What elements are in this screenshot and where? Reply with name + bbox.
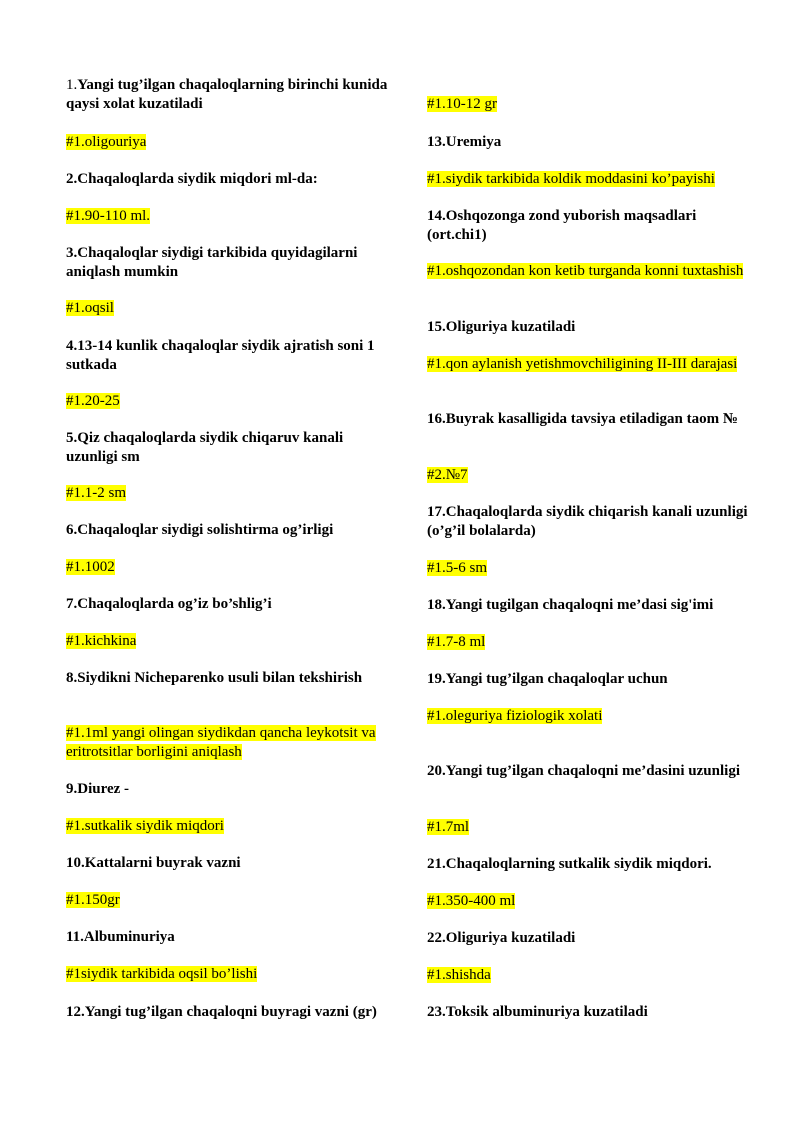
answer-item: [66, 724, 396, 761]
question-item: [427, 410, 752, 429]
question-item: [66, 928, 396, 947]
question-item: [66, 1003, 396, 1022]
question-text: Yangi tug’ilgan chaqaloqlarning birinchi kunida qaysi xolat kuzatiladi: [66, 77, 388, 112]
question-text: 17.Chaqaloqlarda siydik chiqarish kanali uzunligi (o’g’il bolalarda): [427, 504, 748, 539]
question-item: [427, 762, 752, 781]
answer-item: [66, 965, 396, 984]
answer-text: #1.shishda: [427, 967, 491, 983]
answer-item: [427, 355, 752, 374]
question-text: 16.Buyrak kasalligida tavsiya etiladigan taom №: [427, 411, 738, 427]
question-item: [66, 669, 396, 688]
answer-item: [427, 818, 752, 837]
question-text: 8.Siydikni Nicheparenko usuli bilan tekshirish: [66, 670, 363, 686]
question-text: 12.Yangi tug’ilgan chaqaloqni buyragi vazni (gr): [66, 1004, 377, 1020]
question-item: [66, 595, 396, 614]
answer-text: #1.350-400 ml: [427, 893, 516, 909]
answer-text: #1.oshqozondan kon ketib turganda konni tuxtashish: [427, 263, 744, 279]
answer-item: [66, 299, 396, 318]
answer-item: [66, 392, 396, 411]
answer-text: #1.90-110 ml.: [66, 208, 151, 224]
answer-text: #1.kichkina: [66, 633, 137, 649]
question-text: 18.Yangi tugilgan chaqaloqni me’dasi sig'imi: [427, 597, 714, 613]
answer-item: [427, 707, 752, 726]
answer-text: #1.5-6 sm: [427, 560, 487, 576]
question-item: [427, 1003, 752, 1022]
question-item: [427, 207, 752, 244]
question-text: 14.Oshqozonga zond yuborish maqsadlari (ort.chi1): [427, 208, 697, 243]
answer-text: #1.siydik tarkibida koldik moddasini ko’payishi: [427, 171, 715, 187]
answer-text: #1.7-8 ml: [427, 634, 486, 650]
answer-text: #1.1-2 sm: [66, 485, 126, 501]
question-item: [66, 76, 396, 113]
question-item: [427, 503, 752, 540]
answer-text: #1.150gr: [66, 892, 120, 908]
question-item: [66, 780, 396, 799]
answer-item: [427, 633, 752, 652]
question-item: [66, 337, 396, 374]
answer-item: [427, 559, 752, 578]
answer-text: #1.1ml yangi olingan siydikdan qancha leykotsit va eritrotsitlar borligini aniqlash: [66, 725, 376, 760]
answer-item: [66, 207, 396, 226]
question-text: 15.Oliguriya kuzatiladi: [427, 319, 576, 335]
answer-item: [427, 95, 752, 114]
question-item: [66, 244, 396, 281]
question-text: 4.13-14 kunlik chaqaloqlar siydik ajratish soni 1 sutkada: [66, 338, 375, 373]
question-text: 19.Yangi tug’ilgan chaqaloqlar uchun: [427, 671, 668, 687]
answer-item: [427, 892, 752, 911]
question-text: 5.Qiz chaqaloqlarda siydik chiqaruv kanali uzunligi sm: [66, 430, 344, 465]
answer-item: [427, 466, 752, 485]
question-text: 22.Oliguriya kuzatiladi: [427, 930, 576, 946]
question-text: 2.Chaqaloqlarda siydik miqdori ml-da:: [66, 171, 318, 187]
answer-item: [427, 262, 752, 281]
answer-text: #1.sutkalik siydik miqdori: [66, 818, 224, 834]
answer-item: [427, 966, 752, 985]
answer-item: [66, 817, 396, 836]
question-text: 23.Toksik albuminuriya kuzatiladi: [427, 1004, 648, 1020]
question-text: 10.Kattalarni buyrak vazni: [66, 855, 241, 871]
question-item: [427, 855, 752, 874]
answer-text: #1siydik tarkibida oqsil bo’lishi: [66, 966, 258, 982]
question-text: 13.Uremiya: [427, 134, 502, 150]
question-item: [427, 133, 752, 152]
answer-item: [66, 558, 396, 577]
answer-text: #1.oleguriya fiziologik xolati: [427, 708, 603, 724]
question-text: 3.Chaqaloqlar siydigi tarkibida quyidagilarni aniqlash mumkin: [66, 245, 358, 280]
question-item: [66, 854, 396, 873]
question-text: 7.Chaqaloqlarda og’iz bo’shlig’i: [66, 596, 272, 612]
question-item: [66, 170, 396, 189]
answer-item: [66, 891, 396, 910]
answer-text: #2.№7: [427, 467, 468, 483]
question-item: [427, 318, 752, 337]
question-item: [427, 670, 752, 689]
answer-text: #1.qon aylanish yetishmovchiligining II-III darajasi: [427, 356, 738, 372]
answer-text: #1.7ml: [427, 819, 470, 835]
question-text: 11.Albuminuriya: [66, 929, 175, 945]
question-text: 6.Chaqaloqlar siydigi solishtirma og’irligi: [66, 522, 334, 538]
question-item: [427, 596, 752, 615]
answer-text: #1.20-25: [66, 393, 120, 409]
question-text: 9.Diurez -: [66, 781, 130, 797]
answer-item: [427, 170, 752, 189]
answer-item: [66, 133, 396, 152]
question-number: 1.: [66, 77, 78, 93]
question-text: 20.Yangi tug’ilgan chaqaloqni me’dasini uzunligi: [427, 763, 740, 779]
question-item: [66, 521, 396, 540]
answer-item: [66, 484, 396, 503]
answer-text: #1.oligouriya: [66, 134, 147, 150]
question-item: [427, 929, 752, 948]
answer-item: [66, 632, 396, 651]
answer-text: #1.oqsil: [66, 300, 114, 316]
question-item: [66, 429, 396, 466]
question-text: 21.Chaqaloqlarning sutkalik siydik miqdori.: [427, 856, 712, 872]
answer-text: #1.10-12 gr: [427, 96, 497, 112]
answer-text: #1.1002: [66, 559, 115, 575]
